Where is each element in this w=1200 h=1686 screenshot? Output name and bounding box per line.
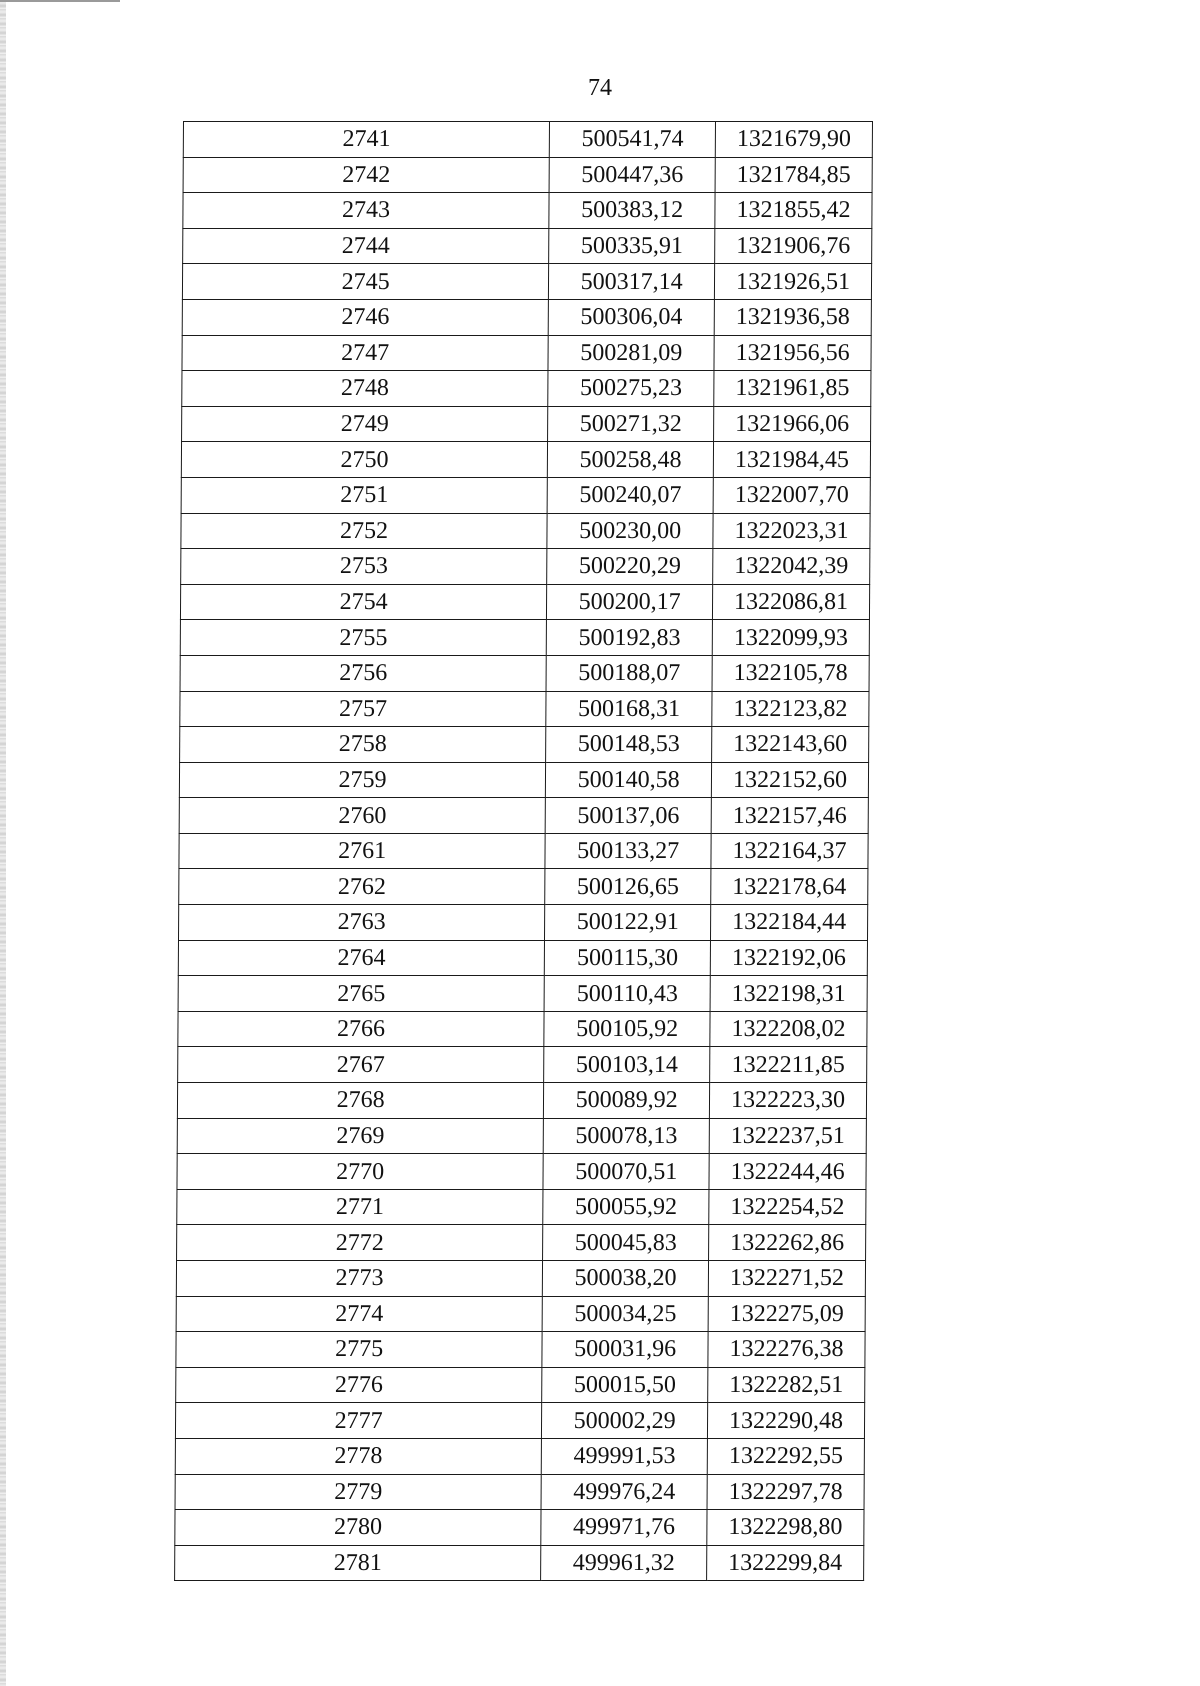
table-row [180, 584, 869, 620]
y-coordinate-cell: 1321855,42 [715, 193, 872, 229]
point-number-cell: 2770 [177, 1154, 543, 1190]
table-row [180, 727, 869, 763]
table-row [176, 1332, 865, 1368]
point-number-cell: 2742 [183, 157, 549, 193]
x-coordinate-cell: 500034,25 [542, 1296, 708, 1332]
point-number-cell: 2764 [178, 940, 544, 976]
y-coordinate-cell: 1321956,56 [714, 335, 871, 371]
point-number-cell: 2773 [176, 1261, 542, 1297]
x-coordinate-cell: 500148,53 [546, 727, 712, 763]
x-coordinate-cell: 500110,43 [544, 976, 710, 1012]
point-number-cell: 2779 [175, 1474, 541, 1510]
table-row [182, 406, 871, 442]
table-row [175, 1438, 864, 1474]
table-row [175, 1510, 864, 1546]
table-row [175, 1403, 864, 1439]
x-coordinate-cell: 500038,20 [543, 1261, 709, 1297]
point-number-cell: 2778 [175, 1438, 541, 1474]
point-number-cell: 2749 [182, 406, 548, 442]
x-coordinate-cell: 500115,30 [545, 940, 711, 976]
x-coordinate-cell: 499976,24 [541, 1474, 707, 1510]
table-row [183, 157, 872, 193]
x-coordinate-cell: 500317,14 [549, 264, 715, 300]
table-row [177, 1118, 866, 1154]
y-coordinate-cell: 1322254,52 [709, 1189, 866, 1225]
y-coordinate-cell: 1322178,64 [711, 869, 868, 905]
x-coordinate-cell: 500220,29 [547, 549, 713, 585]
y-coordinate-cell: 1322237,51 [709, 1118, 866, 1154]
y-coordinate-cell: 1322023,31 [713, 513, 870, 549]
point-number-cell: 2759 [179, 762, 545, 798]
x-coordinate-cell: 500089,92 [544, 1083, 710, 1119]
x-coordinate-cell: 499991,53 [541, 1438, 707, 1474]
point-number-cell: 2767 [178, 1047, 544, 1083]
table-row [177, 1083, 866, 1119]
y-coordinate-cell: 1321966,06 [714, 406, 871, 442]
table-row [177, 1189, 866, 1225]
x-coordinate-cell: 500103,14 [544, 1047, 710, 1083]
y-coordinate-cell: 1322184,44 [711, 905, 868, 941]
table-row [175, 1474, 864, 1510]
y-coordinate-cell: 1322262,86 [709, 1225, 866, 1261]
y-coordinate-cell: 1322086,81 [713, 584, 870, 620]
table-row [181, 477, 870, 513]
x-coordinate-cell: 500240,07 [547, 477, 713, 513]
table-row [179, 798, 868, 834]
y-coordinate-cell: 1322007,70 [713, 477, 870, 513]
point-number-cell: 2769 [177, 1118, 543, 1154]
y-coordinate-cell: 1322223,30 [709, 1083, 866, 1119]
point-number-cell: 2768 [177, 1083, 543, 1119]
table-row [182, 371, 871, 407]
x-coordinate-cell: 500447,36 [549, 157, 715, 193]
table-row [181, 513, 870, 549]
point-number-cell: 2771 [177, 1189, 543, 1225]
y-coordinate-cell: 1322271,52 [708, 1261, 865, 1297]
table-row [178, 1011, 867, 1047]
point-number-cell: 2781 [175, 1545, 541, 1581]
x-coordinate-cell: 500078,13 [543, 1118, 709, 1154]
point-number-cell: 2760 [179, 798, 545, 834]
point-number-cell: 2744 [183, 228, 549, 264]
point-number-cell: 2746 [182, 299, 548, 335]
point-number-cell: 2775 [176, 1332, 542, 1368]
y-coordinate-cell: 1322276,38 [708, 1332, 865, 1368]
x-coordinate-cell: 500275,23 [548, 371, 714, 407]
y-coordinate-cell: 1322105,78 [712, 655, 869, 691]
point-number-cell: 2747 [182, 335, 548, 371]
y-coordinate-cell: 1322282,51 [708, 1367, 865, 1403]
x-coordinate-cell: 500002,29 [542, 1403, 708, 1439]
x-coordinate-cell: 500070,51 [543, 1154, 709, 1190]
scan-edge [0, 0, 6, 1686]
x-coordinate-cell: 500122,91 [545, 905, 711, 941]
table-row [176, 1296, 865, 1332]
point-number-cell: 2750 [181, 442, 547, 478]
x-coordinate-cell: 500188,07 [546, 655, 712, 691]
y-coordinate-cell: 1322292,55 [707, 1438, 864, 1474]
table-row [181, 442, 870, 478]
point-number-cell: 2780 [175, 1510, 541, 1546]
table-row [182, 299, 871, 335]
table-row [182, 335, 871, 371]
x-coordinate-cell: 500541,74 [550, 122, 716, 158]
table-row [183, 122, 872, 158]
point-number-cell: 2761 [179, 833, 545, 869]
y-coordinate-cell: 1322143,60 [712, 727, 869, 763]
point-number-cell: 2776 [176, 1367, 542, 1403]
y-coordinate-cell: 1322123,82 [712, 691, 869, 727]
y-coordinate-cell: 1321936,58 [714, 299, 871, 335]
page-number: 74 [588, 75, 612, 101]
point-number-cell: 2748 [182, 371, 548, 407]
y-coordinate-cell: 1321926,51 [714, 264, 871, 300]
coordinates-table [174, 121, 873, 1581]
coordinates-table-body [175, 122, 873, 1581]
x-coordinate-cell: 500105,92 [544, 1011, 710, 1047]
table-row [177, 1154, 866, 1190]
y-coordinate-cell: 1322042,39 [713, 549, 870, 585]
y-coordinate-cell: 1322198,31 [710, 976, 867, 1012]
x-coordinate-cell: 500306,04 [548, 299, 714, 335]
x-coordinate-cell: 500281,09 [548, 335, 714, 371]
y-coordinate-cell: 1322211,85 [710, 1047, 867, 1083]
x-coordinate-cell: 500230,00 [547, 513, 713, 549]
y-coordinate-cell: 1321906,76 [715, 228, 872, 264]
y-coordinate-cell: 1322275,09 [708, 1296, 865, 1332]
x-coordinate-cell: 500133,27 [545, 833, 711, 869]
point-number-cell: 2774 [176, 1296, 542, 1332]
y-coordinate-cell: 1321784,85 [715, 157, 872, 193]
table-row [180, 691, 869, 727]
point-number-cell: 2754 [180, 584, 546, 620]
table-row [180, 655, 869, 691]
y-coordinate-cell: 1322157,46 [711, 798, 868, 834]
x-coordinate-cell: 500271,32 [548, 406, 714, 442]
x-coordinate-cell: 500055,92 [543, 1189, 709, 1225]
table-row [178, 905, 867, 941]
x-coordinate-cell: 500192,83 [546, 620, 712, 656]
table-row [176, 1261, 865, 1297]
x-coordinate-cell: 500200,17 [547, 584, 713, 620]
x-coordinate-cell: 500031,96 [542, 1332, 708, 1368]
x-coordinate-cell: 500137,06 [545, 798, 711, 834]
point-number-cell: 2745 [182, 264, 548, 300]
point-number-cell: 2758 [180, 727, 546, 763]
point-number-cell: 2777 [175, 1403, 541, 1439]
x-coordinate-cell: 500140,58 [546, 762, 712, 798]
table-row [181, 549, 870, 585]
x-coordinate-cell: 500383,12 [549, 193, 715, 229]
table-row [180, 620, 869, 656]
point-number-cell: 2757 [180, 691, 546, 727]
table-row [175, 1545, 864, 1581]
y-coordinate-cell: 1322298,80 [707, 1510, 864, 1546]
x-coordinate-cell: 499961,32 [541, 1545, 707, 1581]
y-coordinate-cell: 1322192,06 [710, 940, 867, 976]
table-row [179, 762, 868, 798]
x-coordinate-cell: 499971,76 [541, 1510, 707, 1546]
y-coordinate-cell: 1322152,60 [711, 762, 868, 798]
point-number-cell: 2752 [181, 513, 547, 549]
table-row [176, 1367, 865, 1403]
x-coordinate-cell: 500015,50 [542, 1367, 708, 1403]
point-number-cell: 2765 [178, 976, 544, 1012]
x-coordinate-cell: 500168,31 [546, 691, 712, 727]
point-number-cell: 2741 [183, 122, 549, 158]
y-coordinate-cell: 1322164,37 [711, 833, 868, 869]
table-row [177, 1225, 866, 1261]
y-coordinate-cell: 1322290,48 [708, 1403, 865, 1439]
point-number-cell: 2743 [183, 193, 549, 229]
x-coordinate-cell: 500258,48 [548, 442, 714, 478]
point-number-cell: 2766 [178, 1011, 544, 1047]
point-number-cell: 2763 [178, 905, 544, 941]
table-row [179, 869, 868, 905]
x-coordinate-cell: 500045,83 [543, 1225, 709, 1261]
point-number-cell: 2762 [179, 869, 545, 905]
point-number-cell: 2753 [181, 549, 547, 585]
y-coordinate-cell: 1321984,45 [713, 442, 870, 478]
point-number-cell: 2755 [180, 620, 546, 656]
table-row [182, 264, 871, 300]
table-row [178, 940, 867, 976]
y-coordinate-cell: 1322297,78 [707, 1474, 864, 1510]
table-row [178, 976, 867, 1012]
point-number-cell: 2751 [181, 477, 547, 513]
table-row [183, 228, 872, 264]
y-coordinate-cell: 1321679,90 [715, 122, 872, 158]
point-number-cell: 2756 [180, 655, 546, 691]
y-coordinate-cell: 1322299,84 [707, 1545, 864, 1581]
point-number-cell: 2772 [177, 1225, 543, 1261]
table-row [178, 1047, 867, 1083]
x-coordinate-cell: 500126,65 [545, 869, 711, 905]
x-coordinate-cell: 500335,91 [549, 228, 715, 264]
table-row [179, 833, 868, 869]
scan-edge-top [0, 0, 120, 2]
y-coordinate-cell: 1322099,93 [712, 620, 869, 656]
table-row [183, 193, 872, 229]
y-coordinate-cell: 1322208,02 [710, 1011, 867, 1047]
y-coordinate-cell: 1321961,85 [714, 371, 871, 407]
y-coordinate-cell: 1322244,46 [709, 1154, 866, 1190]
